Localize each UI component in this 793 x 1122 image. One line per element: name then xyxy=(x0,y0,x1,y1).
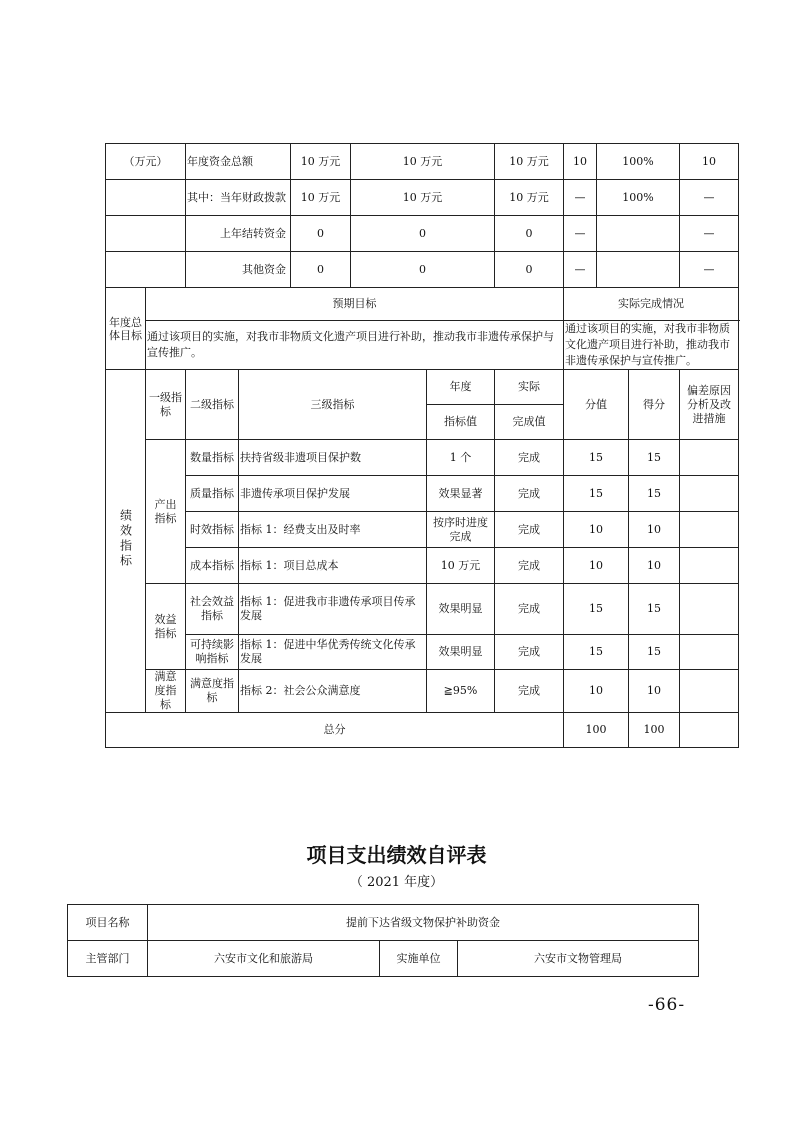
weight-cell: 15 xyxy=(564,584,629,635)
funds-unit-empty xyxy=(106,180,186,216)
score-cell: 15 xyxy=(629,440,680,476)
total-note xyxy=(680,713,739,748)
level2-cell: 可持续影响指标 xyxy=(186,635,239,670)
target-cell: ≧95% xyxy=(427,670,495,713)
weight-cell: 15 xyxy=(564,476,629,512)
score-cell: 10 xyxy=(629,512,680,548)
funds-rate xyxy=(597,216,680,252)
score-cell: 10 xyxy=(629,670,680,713)
funds-rate: 100% xyxy=(597,180,680,216)
note-cell xyxy=(680,670,739,713)
funds-actual: 10 万元 xyxy=(495,144,564,180)
funds-budget: 0 xyxy=(291,252,351,288)
target-cell: 1 个 xyxy=(427,440,495,476)
actual-cell: 完成 xyxy=(495,440,564,476)
funds-actual: 0 xyxy=(495,216,564,252)
project-info-table xyxy=(67,904,699,977)
dept-value: 六安市文化和旅游局 xyxy=(148,941,380,977)
goal-expected-header: 预期目标 xyxy=(146,288,564,321)
actual-cell: 完成 xyxy=(495,635,564,670)
funds-row xyxy=(106,144,739,180)
self-evaluation-table xyxy=(105,143,739,748)
target-cell: 效果显著 xyxy=(427,476,495,512)
funds-label: 其他资金 xyxy=(186,252,291,288)
note-cell xyxy=(680,440,739,476)
goal-actual-text: 通过该项目的实施，对我市非物质文化遗产项目进行补助，推动我市非遗传承保护与宣传推广。 xyxy=(564,321,739,370)
funds-rate: 100% xyxy=(597,144,680,180)
funds-budget: 10 万元 xyxy=(291,180,351,216)
funds-budget: 10 万元 xyxy=(291,144,351,180)
table-row xyxy=(106,440,739,476)
level2-cell: 满意度指标 xyxy=(186,670,239,713)
funds-score: 10 xyxy=(680,144,739,180)
impl-value: 六安市文物管理局 xyxy=(458,941,699,977)
funds-score: — xyxy=(680,252,739,288)
page-number: -66- xyxy=(648,995,686,1015)
level3-cell: 指标 2：社会公众满意度 xyxy=(239,670,427,713)
level2-cell: 时效指标 xyxy=(186,512,239,548)
level3-cell: 扶持省级非遗项目保护数 xyxy=(239,440,427,476)
page-title: 项目支出绩效自评表 xyxy=(306,843,487,867)
goal-actual-header: 实际完成情况 xyxy=(564,288,739,321)
level3-cell: 指标 1：促进中华优秀传统文化传承发展 xyxy=(239,635,427,670)
score-cell: 15 xyxy=(629,635,680,670)
weight-cell: 10 xyxy=(564,548,629,584)
header-target: 指标值 xyxy=(427,405,495,440)
funds-adjusted: 0 xyxy=(351,252,495,288)
actual-cell: 完成 xyxy=(495,476,564,512)
level3-cell: 指标 1：项目总成本 xyxy=(239,548,427,584)
funds-row xyxy=(106,252,739,288)
table-row xyxy=(106,476,739,512)
weight-cell: 15 xyxy=(564,635,629,670)
header-level3: 三级指标 xyxy=(239,370,427,440)
funds-score: — xyxy=(680,216,739,252)
level2-cell: 数量指标 xyxy=(186,440,239,476)
year-label: （ 2021 年度） xyxy=(349,875,444,890)
level1-cell: 效益指标 xyxy=(146,584,186,670)
funds-actual: 0 xyxy=(495,252,564,288)
table-row xyxy=(106,635,739,670)
actual-cell: 完成 xyxy=(495,512,564,548)
project-name: 提前下达省级文物保护补助资金 xyxy=(148,905,699,941)
header-weight: 分值 xyxy=(564,370,629,440)
level3-cell: 非遗传承项目保护发展 xyxy=(239,476,427,512)
funds-adjusted: 10 万元 xyxy=(351,144,495,180)
note-cell xyxy=(680,584,739,635)
funds-weight: — xyxy=(564,252,597,288)
funds-budget: 0 xyxy=(291,216,351,252)
funds-row xyxy=(106,216,739,252)
score-cell: 15 xyxy=(629,584,680,635)
impl-label: 实施单位 xyxy=(380,941,458,977)
header-deviation: 偏差原因分析及改进措施 xyxy=(680,370,739,440)
level1-cell: 产出指标 xyxy=(146,440,186,584)
funds-weight: — xyxy=(564,216,597,252)
funds-unit-empty xyxy=(106,252,186,288)
header-actual: 实际 xyxy=(495,370,564,405)
weight-cell: 10 xyxy=(564,512,629,548)
funds-label: 年度资金总额 xyxy=(186,144,291,180)
funds-adjusted: 0 xyxy=(351,216,495,252)
perf-label xyxy=(106,370,146,713)
level3-cell: 指标 1：经费支出及时率 xyxy=(239,512,427,548)
funds-rate xyxy=(597,252,680,288)
target-cell: 10 万元 xyxy=(427,548,495,584)
funds-unit: （万元） xyxy=(106,144,186,180)
header-completion: 完成值 xyxy=(495,405,564,440)
total-label: 总分 xyxy=(106,713,564,748)
total-score: 100 xyxy=(629,713,680,748)
funds-label: 其中：当年财政拨款 xyxy=(186,180,291,216)
funds-actual: 10 万元 xyxy=(495,180,564,216)
note-cell xyxy=(680,512,739,548)
target-cell: 效果明显 xyxy=(427,635,495,670)
level2-cell: 质量指标 xyxy=(186,476,239,512)
funds-adjusted: 10 万元 xyxy=(351,180,495,216)
score-cell: 10 xyxy=(629,548,680,584)
header-level2: 二级指标 xyxy=(186,370,239,440)
actual-cell: 完成 xyxy=(495,584,564,635)
table-row xyxy=(106,670,739,713)
target-cell: 效果明显 xyxy=(427,584,495,635)
project-name-label: 项目名称 xyxy=(68,905,148,941)
note-cell xyxy=(680,548,739,584)
table-row xyxy=(106,512,739,548)
funds-weight: 10 xyxy=(564,144,597,180)
level1-cell: 满意度指标 xyxy=(146,670,186,713)
level2-cell: 成本指标 xyxy=(186,548,239,584)
funds-unit-empty xyxy=(106,216,186,252)
funds-label: 上年结转资金 xyxy=(186,216,291,252)
table-row xyxy=(106,548,739,584)
target-cell: 按序时进度完成 xyxy=(427,512,495,548)
funds-score: — xyxy=(680,180,739,216)
funds-row xyxy=(106,180,739,216)
header-annual: 年度 xyxy=(427,370,495,405)
actual-cell: 完成 xyxy=(495,548,564,584)
level2-cell: 社会效益指标 xyxy=(186,584,239,635)
table-row xyxy=(106,584,739,635)
goal-label: 年度总体目标 xyxy=(106,288,146,370)
score-cell: 15 xyxy=(629,476,680,512)
funds-weight: — xyxy=(564,180,597,216)
level3-cell: 指标 1：促进我市非遗传承项目传承发展 xyxy=(239,584,427,635)
note-cell xyxy=(680,476,739,512)
weight-cell: 10 xyxy=(564,670,629,713)
weight-cell: 15 xyxy=(564,440,629,476)
perf-label-text: 绩效指标 xyxy=(118,509,133,569)
total-weight: 100 xyxy=(564,713,629,748)
goal-expected-text: 通过该项目的实施，对我市非物质文化遗产项目进行补助，推动我市非遗传承保护与宣传推广。 xyxy=(146,321,564,370)
header-score: 得分 xyxy=(629,370,680,440)
header-level1: 一级指标 xyxy=(146,370,186,440)
actual-cell: 完成 xyxy=(495,670,564,713)
note-cell xyxy=(680,635,739,670)
dept-label: 主管部门 xyxy=(68,941,148,977)
